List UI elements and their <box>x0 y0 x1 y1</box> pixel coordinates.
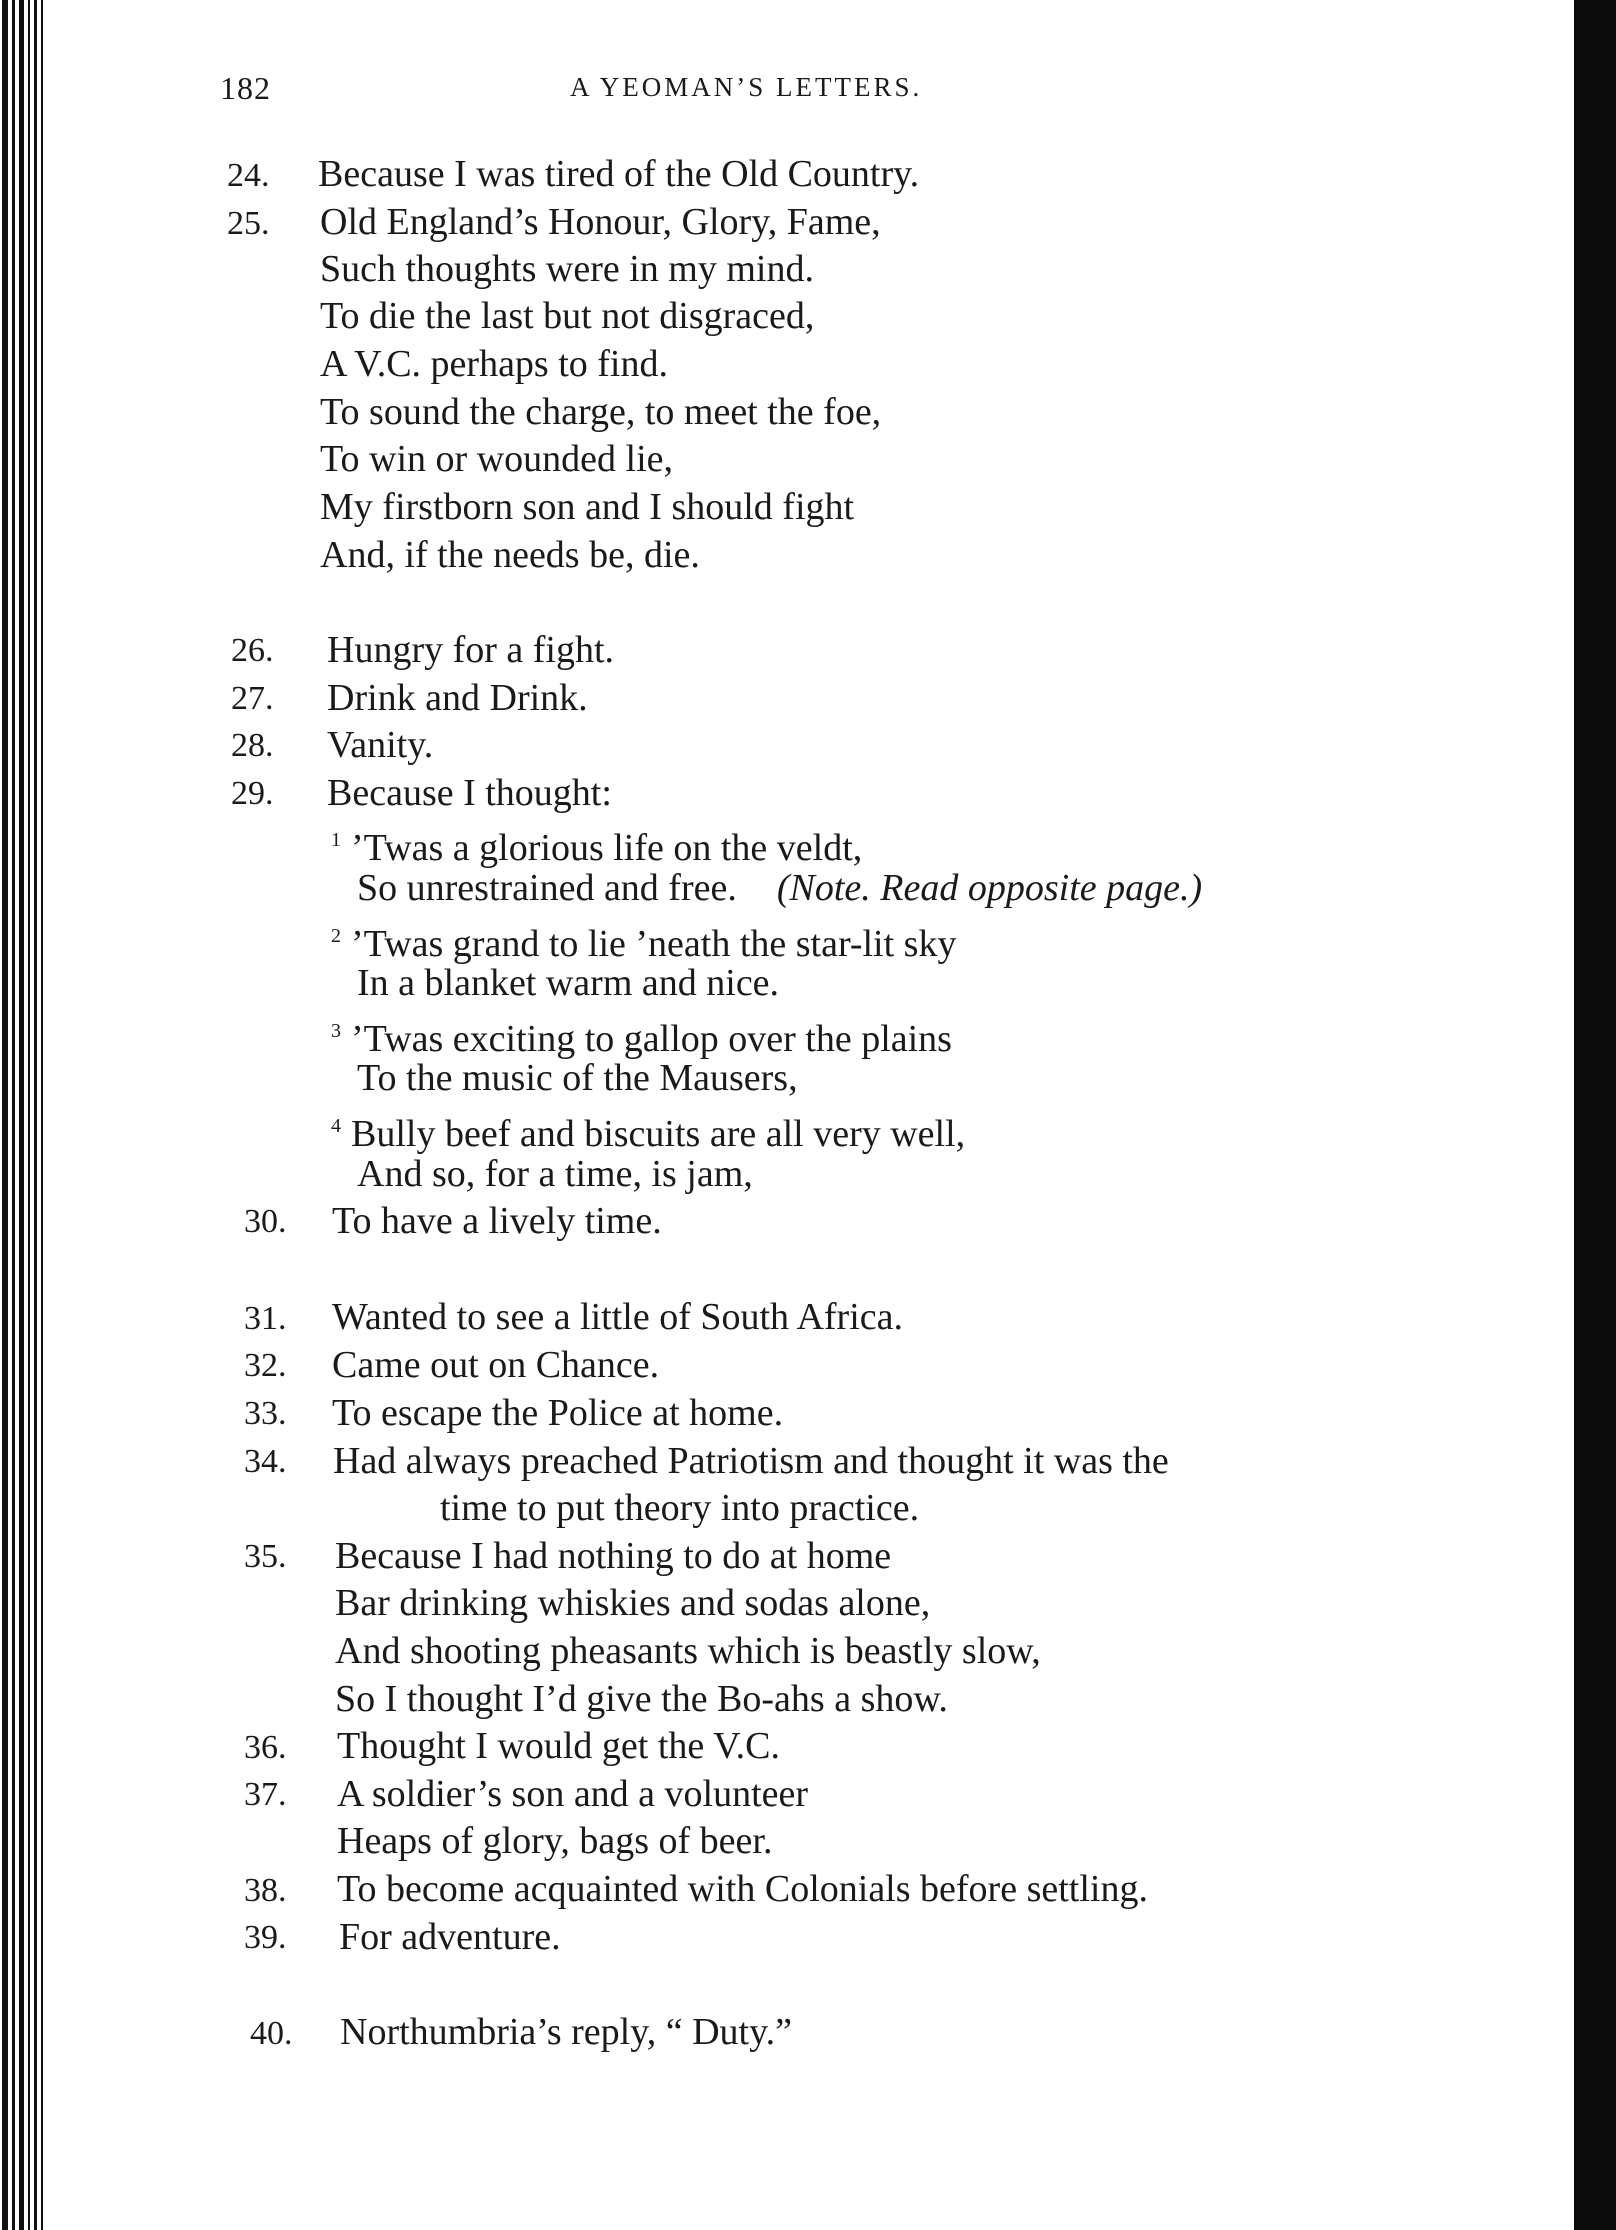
entry-number: 25. <box>227 205 270 242</box>
verse-line: So unrestrained and free. (Note. Read opposite page.) <box>357 867 1203 909</box>
page-number: 182 <box>220 70 271 106</box>
entry-number: 30. <box>244 1203 287 1240</box>
entry-line: And, if the needs be, die. <box>320 534 700 576</box>
footnote-marker: 1 <box>331 829 341 851</box>
entry-number: 40. <box>250 2015 293 2052</box>
entry-number: 29. <box>231 775 274 812</box>
note-reference: (Note. Read opposite page.) <box>776 867 1203 909</box>
entry-line: To have a lively time. <box>332 1200 662 1242</box>
page-header <box>0 70 1616 130</box>
entry-line: Because I had nothing to do at home <box>335 1535 892 1577</box>
entry-number: 36. <box>244 1729 287 1766</box>
entry-line: To die the last but not disgraced, <box>320 295 815 337</box>
entry-line: Came out on Chance. <box>332 1344 660 1386</box>
entry-number: 28. <box>231 727 274 764</box>
scan-binding-edge <box>0 0 52 2230</box>
entry-number: 27. <box>231 680 274 717</box>
entry-line: Such thoughts were in my mind. <box>320 248 814 290</box>
entry-line: Old England’s Honour, Glory, Fame, <box>320 201 881 243</box>
footnote-marker: 3 <box>331 1020 341 1042</box>
entry-number: 32. <box>244 1347 287 1384</box>
verse-line: $^4$ Bully beef and biscuits are all very well, <box>331 1113 966 1155</box>
entry-line: Heaps of glory, bags of beer. <box>337 1820 773 1862</box>
entry-line: Drink and Drink. <box>327 677 588 719</box>
scan-right-edge <box>1574 0 1616 2230</box>
footnote-marker: 2 <box>331 925 341 947</box>
entry-number: 31. <box>244 1300 287 1337</box>
verse-line: And so, for a time, is jam, <box>357 1153 753 1195</box>
entry-line: Bar drinking whiskies and sodas alone, <box>335 1582 931 1624</box>
verse-line: $^1$ ’Twas a glorious life on the veldt, <box>331 827 863 869</box>
entry-line: To become acquainted with Colonials before settling. <box>337 1868 1148 1910</box>
entry-line: Vanity. <box>327 724 434 766</box>
entry-line: Because I thought: <box>327 772 612 814</box>
entry-number: 26. <box>231 632 274 669</box>
verse-line: To the music of the Mausers, <box>357 1057 798 1099</box>
verse-line: $^2$ ’Twas grand to lie ’neath the star-lit sky <box>331 923 957 965</box>
entry-line: To escape the Police at home. <box>332 1392 784 1434</box>
entry-line: Because I was tired of the Old Country. <box>318 153 920 195</box>
verse-line: $^3$ ’Twas exciting to gallop over the plains <box>331 1018 952 1060</box>
entry-line: A V.C. perhaps to find. <box>320 343 668 385</box>
entry-line: time to put theory into practice. <box>440 1487 920 1529</box>
entry-line: My firstborn son and I should fight <box>320 486 855 528</box>
entry-number: 24. <box>227 157 270 194</box>
entry-line: To win or wounded lie, <box>320 438 674 480</box>
verse-line: In a blanket warm and nice. <box>357 962 780 1004</box>
entry-number: 34. <box>244 1443 287 1480</box>
entry-line: Thought I would get the V.C. <box>337 1725 780 1767</box>
entry-number: 39. <box>244 1919 287 1956</box>
entry-number: 33. <box>244 1395 287 1432</box>
entry-line: To sound the charge, to meet the foe, <box>320 391 882 433</box>
entry-line: Wanted to see a little of South Africa. <box>332 1296 904 1338</box>
entry-number: 38. <box>244 1872 287 1909</box>
running-title: A YEOMAN’S LETTERS. <box>570 72 923 102</box>
entry-number: 35. <box>244 1538 287 1575</box>
entry-line: So I thought I’d give the Bo-ahs a show. <box>335 1678 948 1720</box>
entry-line: And shooting pheasants which is beastly slow, <box>335 1630 1041 1672</box>
entry-line: For adventure. <box>339 1916 561 1958</box>
entry-line: A soldier’s son and a volunteer <box>337 1773 809 1815</box>
footnote-marker: 4 <box>331 1115 341 1137</box>
entry-line: Northumbria’s reply, “ Duty.” <box>340 2011 793 2053</box>
entry-number: 37. <box>244 1776 287 1813</box>
entry-line: Had always preached Patriotism and thought it was the <box>333 1440 1169 1482</box>
entry-line: Hungry for a fight. <box>327 629 615 671</box>
